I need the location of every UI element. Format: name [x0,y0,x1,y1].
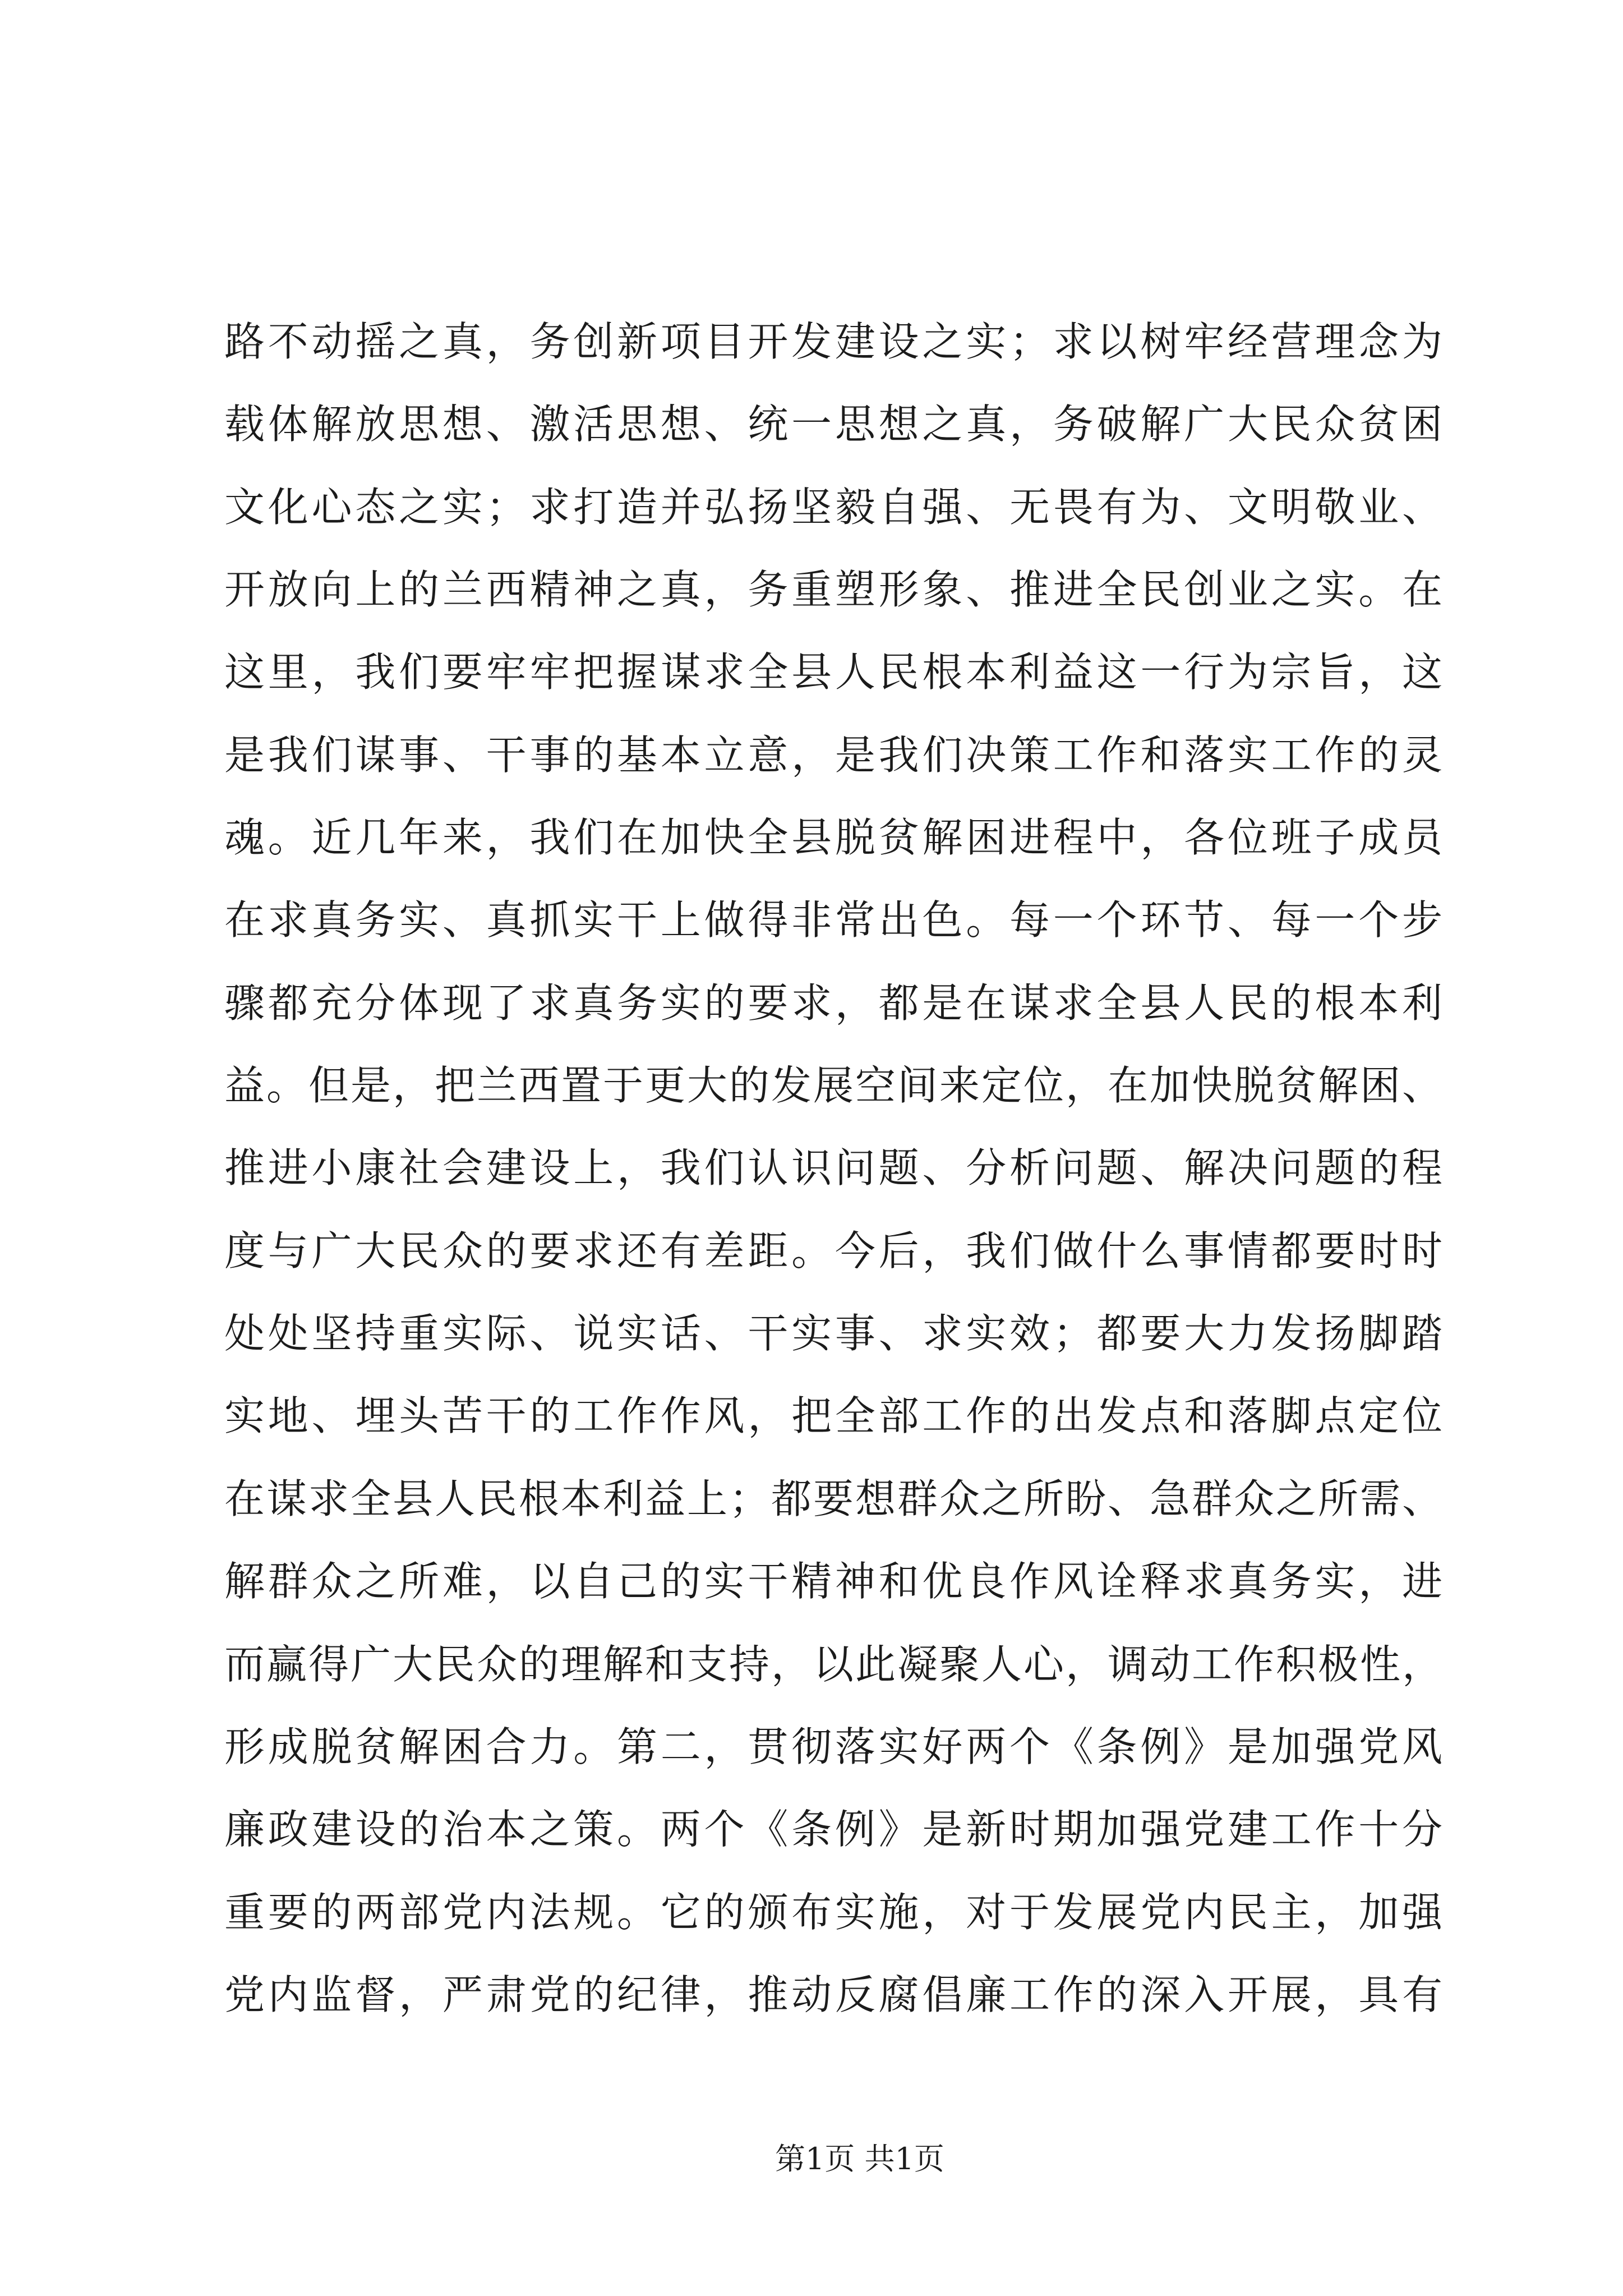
text-line: 载体解放思想、激活思想、统一思想之真，务破解广大民众贫困 [224,401,1442,448]
text-line: 骤都充分体现了求真务实的要求，都是在谋求全县人民的根本利 [224,979,1442,1027]
text-line: 是我们谋事、干事的基本立意，是我们决策工作和落实工作的灵 [224,731,1442,779]
text-line: 实地、埋头苦干的工作作风，把全部工作的出发点和落脚点定位 [224,1392,1442,1440]
text-line: 重要的两部党内法规。它的颁布实施，对于发展党内民主，加强 [224,1888,1442,1936]
body-text [224,301,1442,2036]
text-line: 而赢得广大民众的理解和支持，以此凝聚人心，调动工作积极性， [224,1640,1442,1688]
text-line: 在求真务实、真抓实干上做得非常出色。每一个环节、每一个步 [224,896,1442,944]
text-line: 开放向上的兰西精神之真，务重塑形象、推进全民创业之实。在 [224,566,1442,614]
text-line: 路不动摇之真，务创新项目开发建设之实；求以树牢经营理念为 [224,318,1442,365]
text-line: 廉政建设的治本之策。两个《条例》是新时期加强党建工作十分 [224,1806,1442,1853]
text-line: 解群众之所难，以自己的实干精神和优良作风诠释求真务实，进 [224,1558,1442,1605]
text-line: 益。但是，把兰西置于更大的发展空间来定位，在加快脱贫解困、 [224,1062,1442,1110]
text-line: 度与广大民众的要求还有差距。今后，我们做什么事情都要时时 [224,1227,1442,1274]
text-line: 形成脱贫解困合力。第二，贯彻落实好两个《条例》是加强党风 [224,1723,1442,1770]
page-number-footer: 第1页 共1页 [775,2141,944,2177]
text-line: 党内监督，严肃党的纪律，推动反腐倡廉工作的深入开展，具有 [224,1971,1442,2018]
text-line: 处处坚持重实际、说实话、干实事、求实效；都要大力发扬脚踏 [224,1310,1442,1358]
text-line: 文化心态之实；求打造并弘扬坚毅自强、无畏有为、文明敬业、 [224,483,1442,531]
text-line: 这里，我们要牢牢把握谋求全县人民根本利益这一行为宗旨，这 [224,648,1442,696]
text-line: 在谋求全县人民根本利益上；都要想群众之所盼、急群众之所需、 [224,1475,1442,1522]
text-line: 魂。近几年来，我们在加快全县脱贫解困进程中，各位班子成员 [224,814,1442,862]
text-line: 推进小康社会建设上，我们认识问题、分析问题、解决问题的程 [224,1144,1442,1192]
